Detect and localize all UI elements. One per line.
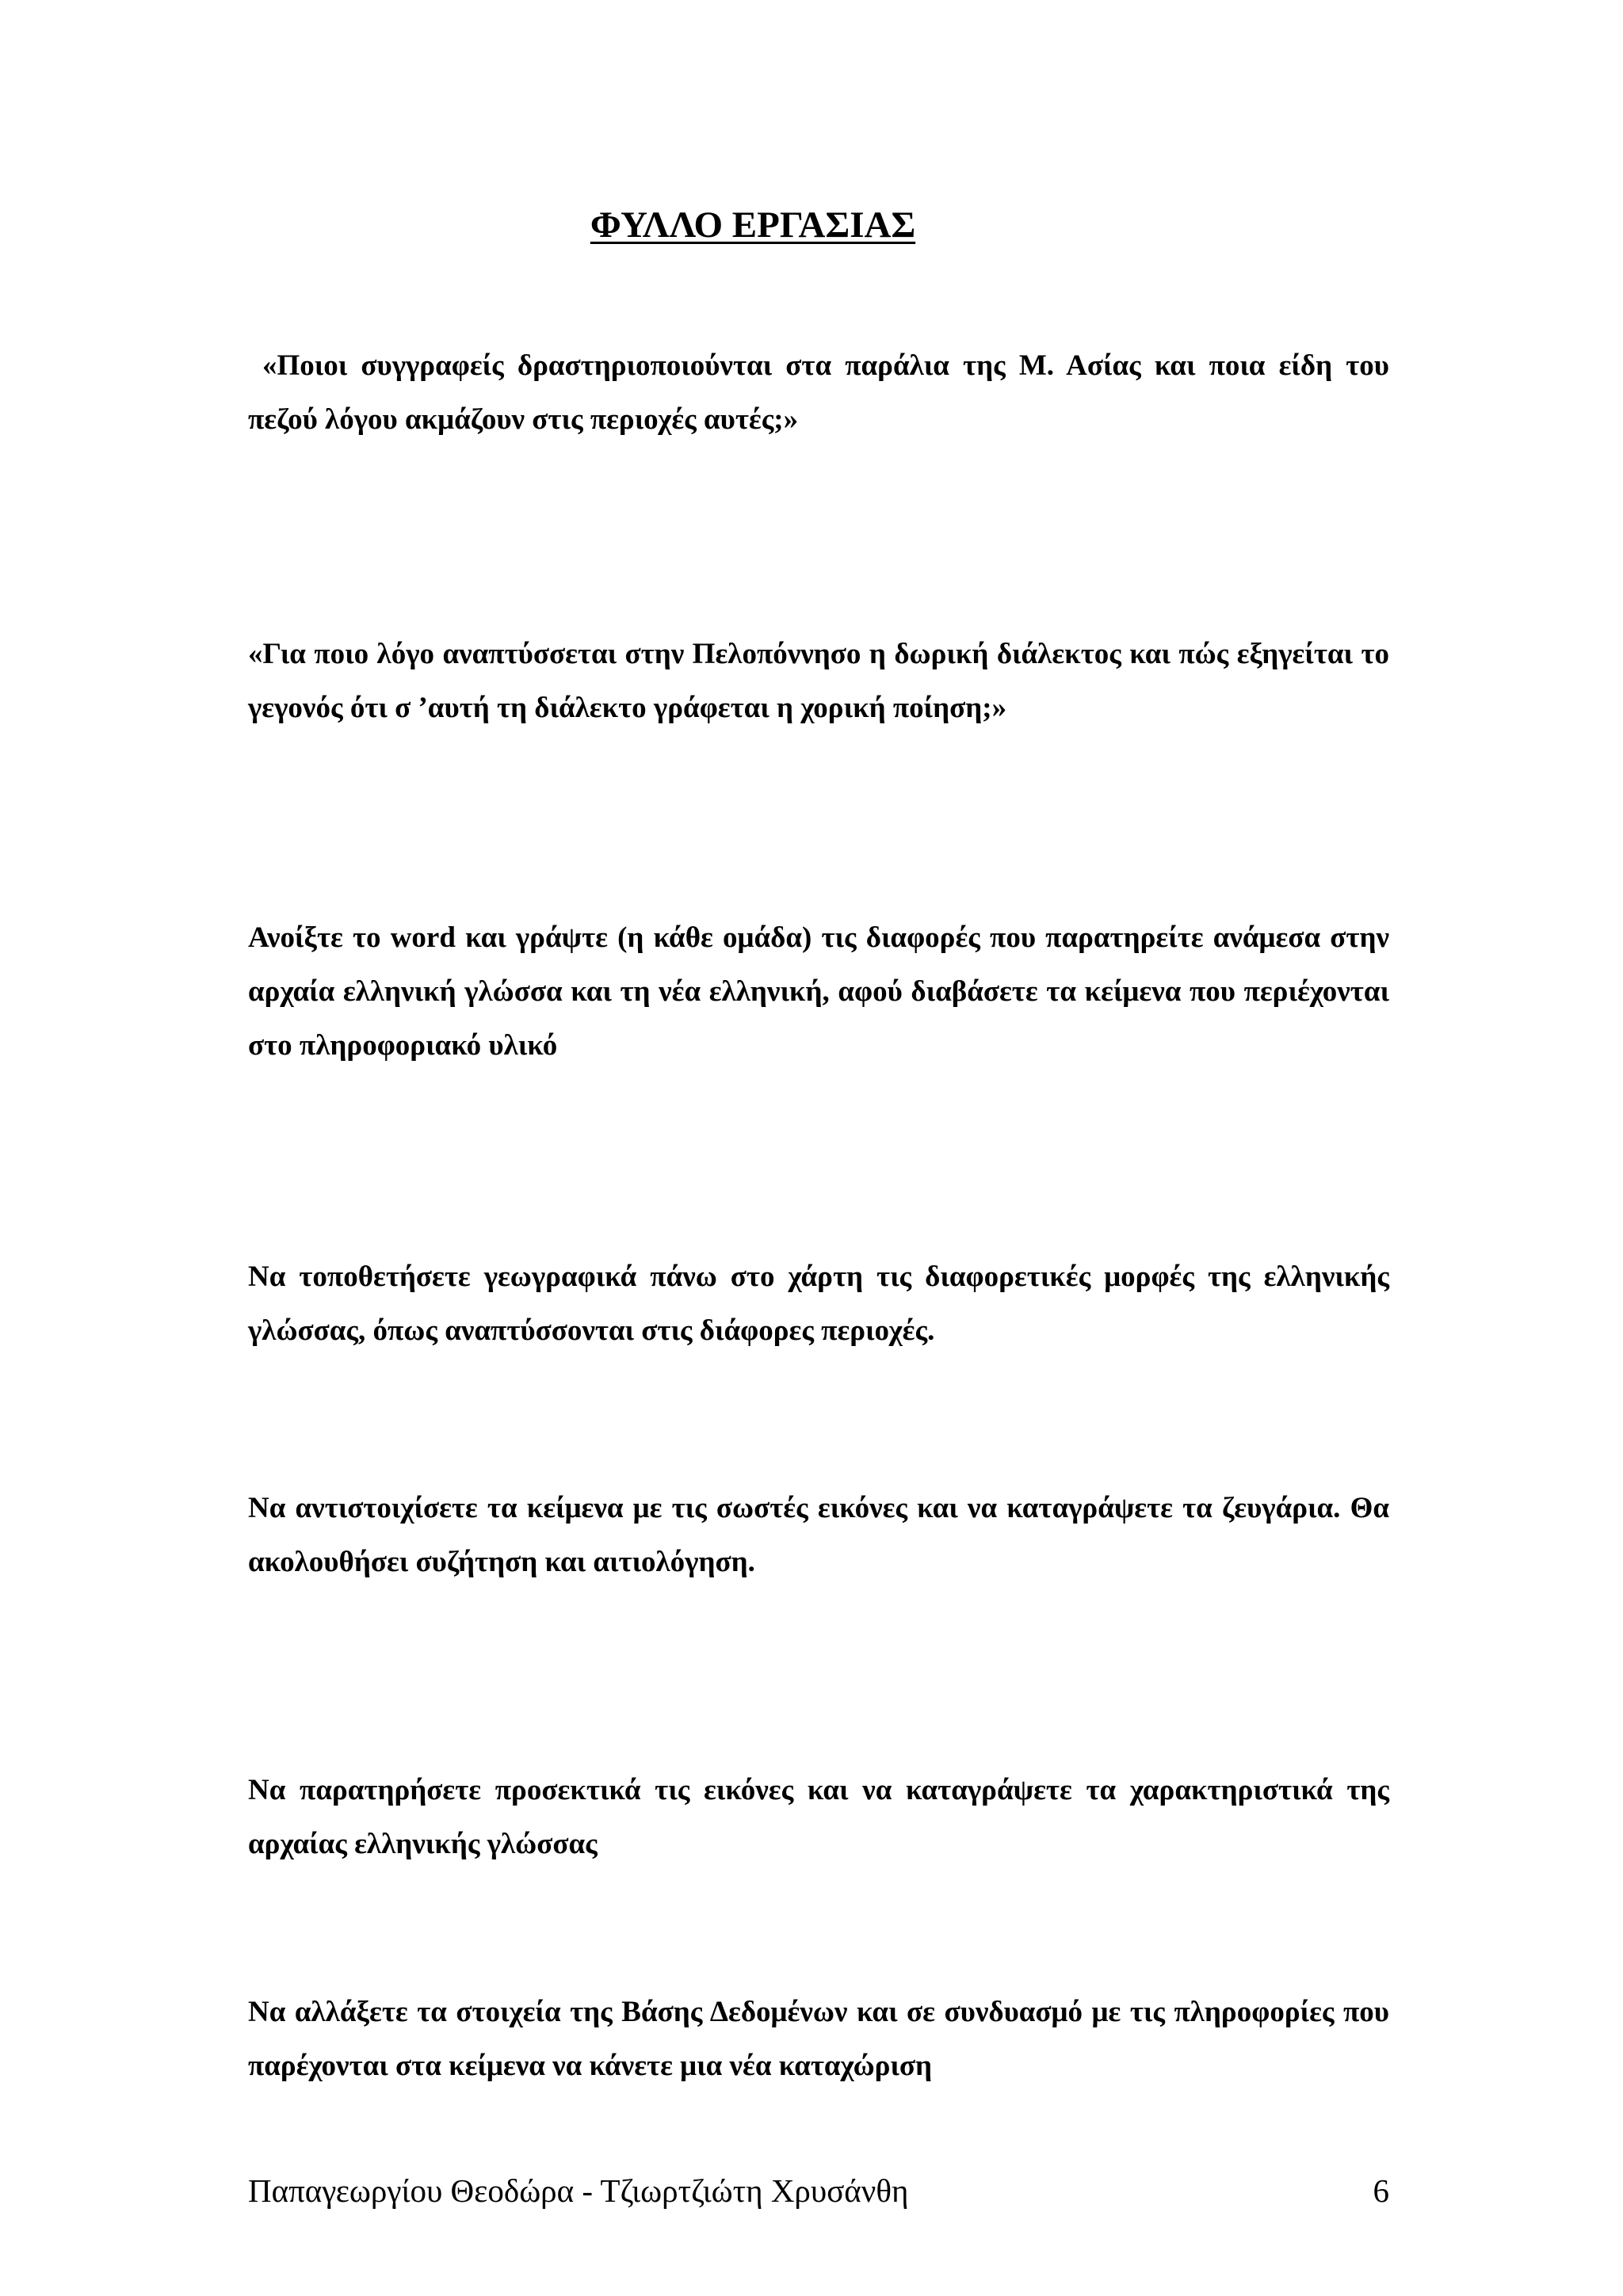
task-paragraph: Ανοίξτε το word και γράψτε (η κάθε ομάδα) τις διαφορές που παρατηρείτε ανάμεσα στην αρχαία ελληνική γλώσσα και τη νέα ελληνική, αφού διαβάσετε τα κείμενα που περιέχονται στο πληροφοριακό υλικό	[248, 921, 1389, 1062]
page-title: ΦΥΛΛΟ ΕΡΓΑΣΙΑΣ	[590, 204, 916, 246]
task-paragraph: Να παρατηρήσετε προσεκτικά τις εικόνες και να καταγράψετε τα χαρακτηριστικά της αρχαίας ελληνικής γλώσσας	[248, 1774, 1389, 1860]
footer-authors: Παπαγεωργίου Θεοδώρα - Τζιωρτζιώτη Χρυσάνθη	[248, 2172, 909, 2209]
question-paragraph: «Ποιοι συγγραφείς δραστηριοποιούνται στα παράλια της Μ. Ασίας και ποια είδη του πεζού λόγου ακμάζουν στις περιοχές αυτές;»	[248, 349, 1389, 436]
page-footer	[248, 2167, 1389, 2214]
question-paragraph: «Για ποιο λόγο αναπτύσσεται στην Πελοπόννησο η δωρική διάλεκτος και πώς εξηγείται το γεγονός ότι σ ’αυτή τη διάλεκτο γράφεται η χορική ποίηση;»	[248, 638, 1389, 724]
task-paragraph: Να τοποθετήσετε γεωγραφικά πάνω στο χάρτη τις διαφορετικές μορφές της ελληνικής γλώσσας, όπως αναπτύσσονται στις διάφορες περιοχές.	[248, 1261, 1389, 1347]
task-paragraph: Να αλλάξετε τα στοιχεία της Βάσης Δεδομένων και σε συνδυασμό με τις πληροφορίες που παρέχονται στα κείμενα να κάνετε μια νέα καταχώριση	[248, 1996, 1389, 2082]
page-number: 6	[1373, 2172, 1389, 2209]
task-paragraph: Να αντιστοιχίσετε τα κείμενα με τις σωστές εικόνες και να καταγράψετε τα ζευγάρια. Θα ακολουθήσει συζήτηση και αιτιολόγηση.	[248, 1492, 1389, 1578]
